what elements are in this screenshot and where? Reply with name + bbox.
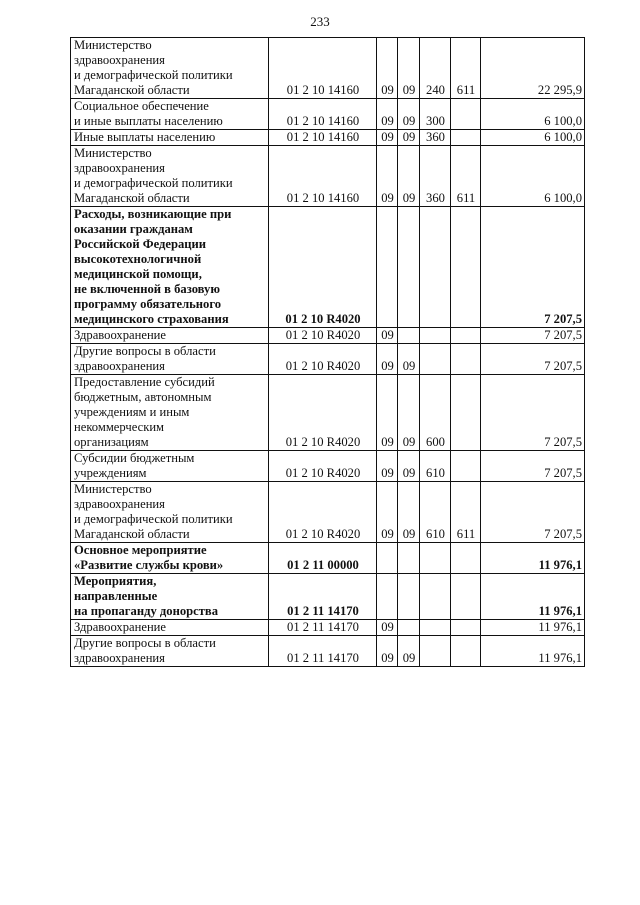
expense-name-line: здравоохранения xyxy=(74,651,165,665)
expense-type-code xyxy=(420,636,451,667)
expense-name xyxy=(71,207,269,328)
expense-name-line: некоммерческим xyxy=(74,420,165,434)
amount: 7 207,5 xyxy=(481,344,585,375)
target-article-code: 01 2 10 R4020 xyxy=(269,482,377,543)
section-code: 09 xyxy=(377,620,398,636)
section-code xyxy=(377,574,398,620)
subsection-code: 09 xyxy=(398,146,420,207)
expense-type-code xyxy=(420,328,451,344)
expense-name-line: оказании гражданам xyxy=(74,222,193,236)
target-article-code: 01 2 10 R4020 xyxy=(269,375,377,451)
table-row xyxy=(71,99,585,130)
expense-name-line: организациям xyxy=(74,435,149,449)
expense-name-line: Магаданской области xyxy=(74,527,190,541)
subsection-code: 09 xyxy=(398,636,420,667)
expense-name-line: направленные xyxy=(74,589,158,603)
target-article-code: 01 2 11 14170 xyxy=(269,620,377,636)
section-code: 09 xyxy=(377,636,398,667)
expense-type-code xyxy=(420,543,451,574)
target-article-code: 01 2 11 00000 xyxy=(269,543,377,574)
budget-table-body xyxy=(71,38,585,667)
target-article-code: 01 2 10 14160 xyxy=(269,146,377,207)
admin-code xyxy=(451,574,481,620)
expense-name-line: Другие вопросы в области xyxy=(74,636,216,650)
section-code: 09 xyxy=(377,146,398,207)
admin-code: 611 xyxy=(451,482,481,543)
amount: 6 100,0 xyxy=(481,146,585,207)
expense-name-line: не включенной в базовую xyxy=(74,282,220,296)
admin-code xyxy=(451,328,481,344)
subsection-code: 09 xyxy=(398,482,420,543)
table-row xyxy=(71,636,585,667)
expense-name-line: на пропаганду донорства xyxy=(74,604,218,618)
amount: 7 207,5 xyxy=(481,207,585,328)
expense-name-line: Здравоохранение xyxy=(74,620,167,634)
expense-name-line: Социальное обеспечение xyxy=(74,99,209,113)
expense-name-line: Иные выплаты населению xyxy=(74,130,216,144)
amount: 11 976,1 xyxy=(481,543,585,574)
admin-code xyxy=(451,130,481,146)
expense-name-line: Магаданской области xyxy=(74,191,190,205)
expense-type-code: 610 xyxy=(420,451,451,482)
table-row xyxy=(71,38,585,99)
expense-name xyxy=(71,574,269,620)
amount: 7 207,5 xyxy=(481,328,585,344)
amount: 11 976,1 xyxy=(481,574,585,620)
section-code: 09 xyxy=(377,130,398,146)
expense-name xyxy=(71,482,269,543)
expense-name-line: учреждениям xyxy=(74,466,147,480)
subsection-code xyxy=(398,574,420,620)
expense-name-line: Основное мероприятие xyxy=(74,543,207,557)
table-row xyxy=(71,451,585,482)
expense-name-line: и демографической политики xyxy=(74,176,233,190)
admin-code: 611 xyxy=(451,38,481,99)
expense-type-code: 240 xyxy=(420,38,451,99)
section-code: 09 xyxy=(377,344,398,375)
expense-type-code xyxy=(420,620,451,636)
expense-name-line: Другие вопросы в области xyxy=(74,344,216,358)
admin-code xyxy=(451,636,481,667)
admin-code xyxy=(451,543,481,574)
expense-name-line: здравоохранения xyxy=(74,53,165,67)
amount: 22 295,9 xyxy=(481,38,585,99)
expense-name-line: здравоохранения xyxy=(74,497,165,511)
target-article-code: 01 2 10 R4020 xyxy=(269,451,377,482)
admin-code xyxy=(451,344,481,375)
expense-type-code xyxy=(420,344,451,375)
amount: 7 207,5 xyxy=(481,451,585,482)
subsection-code xyxy=(398,207,420,328)
expense-name-line: Расходы, возникающие при xyxy=(74,207,232,221)
section-code: 09 xyxy=(377,451,398,482)
target-article-code: 01 2 11 14170 xyxy=(269,574,377,620)
subsection-code: 09 xyxy=(398,99,420,130)
expense-name-line: и демографической политики xyxy=(74,512,233,526)
subsection-code: 09 xyxy=(398,38,420,99)
amount: 7 207,5 xyxy=(481,375,585,451)
expense-name xyxy=(71,543,269,574)
expense-name-line: Министерство xyxy=(74,146,152,160)
expense-name xyxy=(71,146,269,207)
expense-name-line: «Развитие службы крови» xyxy=(74,558,224,572)
target-article-code: 01 2 10 R4020 xyxy=(269,207,377,328)
table-row xyxy=(71,130,585,146)
table-row xyxy=(71,344,585,375)
table-row xyxy=(71,543,585,574)
expense-name-line: Мероприятия, xyxy=(74,574,157,588)
expense-name-line: Здравоохранение xyxy=(74,328,167,342)
expense-name-line: высокотехнологичной xyxy=(74,252,202,266)
target-article-code: 01 2 11 14170 xyxy=(269,636,377,667)
section-code xyxy=(377,207,398,328)
target-article-code: 01 2 10 R4020 xyxy=(269,328,377,344)
subsection-code xyxy=(398,543,420,574)
expense-name xyxy=(71,375,269,451)
expense-type-code xyxy=(420,574,451,620)
expense-name-line: и иные выплаты населению xyxy=(74,114,223,128)
expense-name-line: программу обязательного xyxy=(74,297,222,311)
expense-name-line: учреждениям и иным xyxy=(74,405,190,419)
expense-name-line: и демографической политики xyxy=(74,68,233,82)
amount: 7 207,5 xyxy=(481,482,585,543)
expense-name-line: здравоохранения xyxy=(74,161,165,175)
expense-name xyxy=(71,620,269,636)
admin-code xyxy=(451,451,481,482)
expense-name xyxy=(71,38,269,99)
expense-name xyxy=(71,130,269,146)
expense-type-code: 600 xyxy=(420,375,451,451)
expense-type-code: 300 xyxy=(420,99,451,130)
table-row xyxy=(71,146,585,207)
section-code: 09 xyxy=(377,328,398,344)
expense-name-line: медицинского страхования xyxy=(74,312,229,326)
expense-type-code: 360 xyxy=(420,146,451,207)
expense-name xyxy=(71,451,269,482)
target-article-code: 01 2 10 14160 xyxy=(269,99,377,130)
subsection-code: 09 xyxy=(398,451,420,482)
admin-code: 611 xyxy=(451,146,481,207)
expense-name xyxy=(71,99,269,130)
table-row xyxy=(71,620,585,636)
expense-name-line: Субсидии бюджетным xyxy=(74,451,195,465)
expense-type-code: 360 xyxy=(420,130,451,146)
expense-name-line: Предоставление субсидий xyxy=(74,375,215,389)
expense-name-line: Российской Федерации xyxy=(74,237,207,251)
admin-code xyxy=(451,620,481,636)
target-article-code: 01 2 10 14160 xyxy=(269,38,377,99)
expense-name-line: бюджетным, автономным xyxy=(74,390,212,404)
amount: 11 976,1 xyxy=(481,620,585,636)
amount: 11 976,1 xyxy=(481,636,585,667)
amount: 6 100,0 xyxy=(481,130,585,146)
expense-type-code xyxy=(420,207,451,328)
subsection-code: 09 xyxy=(398,375,420,451)
admin-code xyxy=(451,375,481,451)
expense-type-code: 610 xyxy=(420,482,451,543)
table-row xyxy=(71,574,585,620)
expense-name xyxy=(71,344,269,375)
admin-code xyxy=(451,99,481,130)
page-number: 233 xyxy=(310,14,330,29)
section-code: 09 xyxy=(377,38,398,99)
amount: 6 100,0 xyxy=(481,99,585,130)
section-code: 09 xyxy=(377,482,398,543)
subsection-code: 09 xyxy=(398,130,420,146)
table-row xyxy=(71,482,585,543)
expense-name-line: Министерство xyxy=(74,38,152,52)
expense-name-line: Магаданской области xyxy=(74,83,190,97)
expense-name-line: здравоохранения xyxy=(74,359,165,373)
subsection-code xyxy=(398,620,420,636)
table-row xyxy=(71,328,585,344)
target-article-code: 01 2 10 R4020 xyxy=(269,344,377,375)
section-code: 09 xyxy=(377,375,398,451)
section-code: 09 xyxy=(377,99,398,130)
section-code xyxy=(377,543,398,574)
subsection-code: 09 xyxy=(398,344,420,375)
subsection-code xyxy=(398,328,420,344)
expense-name-line: медицинской помощи, xyxy=(74,267,202,281)
target-article-code: 01 2 10 14160 xyxy=(269,130,377,146)
table-row xyxy=(71,375,585,451)
admin-code xyxy=(451,207,481,328)
budget-table xyxy=(70,37,585,667)
expense-name-line: Министерство xyxy=(74,482,152,496)
expense-name xyxy=(71,636,269,667)
table-row xyxy=(71,207,585,328)
expense-name xyxy=(71,328,269,344)
